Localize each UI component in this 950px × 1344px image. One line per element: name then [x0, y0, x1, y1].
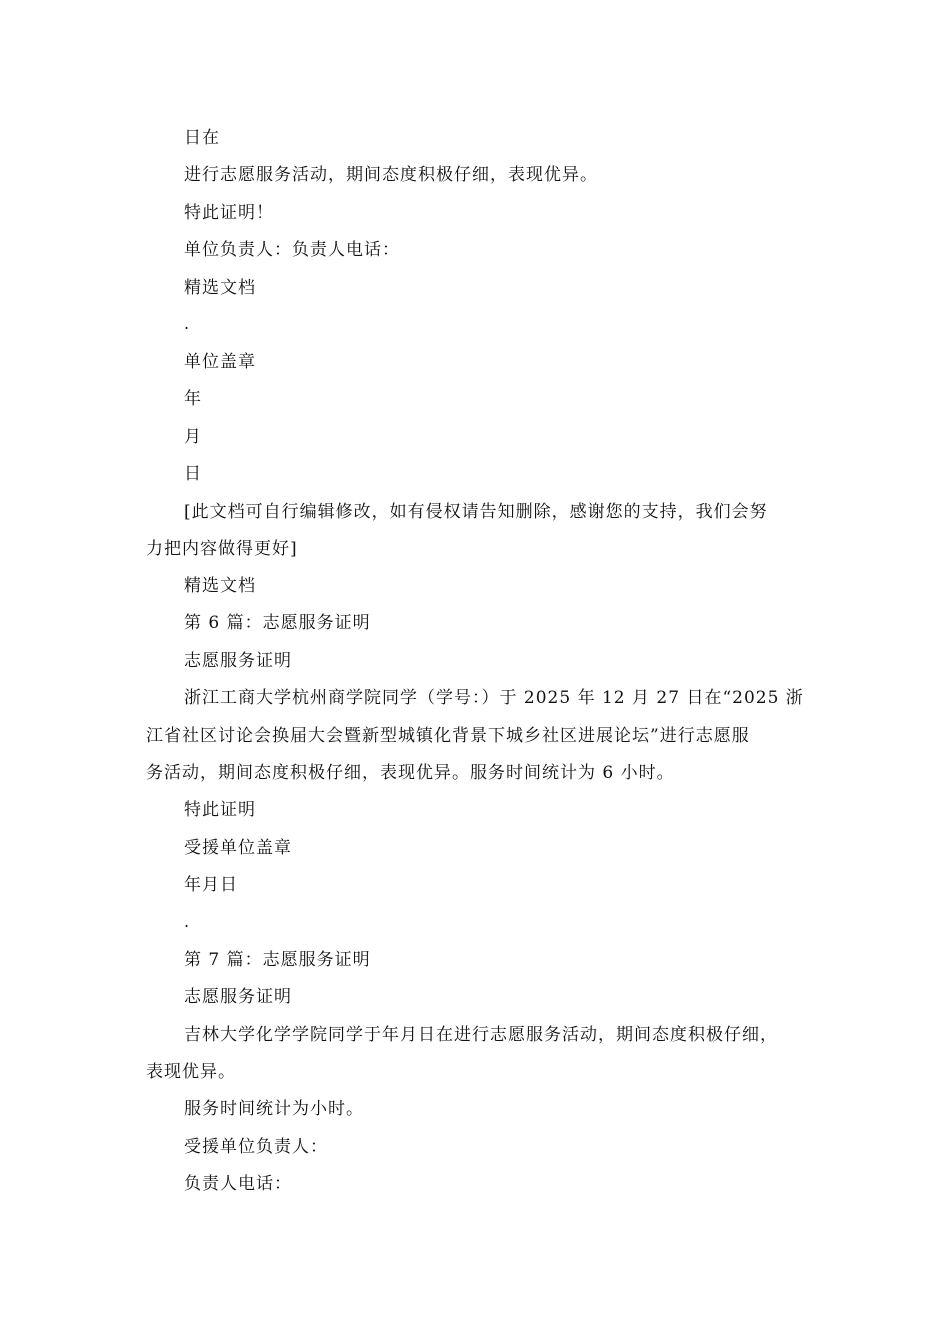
text-line: 单位负责人：负责人电话： [184, 240, 400, 260]
text-line: 志愿服务证明 [184, 987, 292, 1007]
text-line: 单位盖章 [184, 352, 256, 372]
text-line: 第 6 篇：志愿服务证明 [184, 613, 371, 633]
text-line: 受援单位负责人： [184, 1137, 328, 1157]
text-line: . [184, 314, 191, 333]
text-line: 日 [184, 464, 202, 484]
text-line: 江省社区讨论会换届大会暨新型城镇化背景下城乡社区进展论坛”进行志愿服 [146, 726, 750, 746]
text-line: 精选文档 [184, 576, 256, 596]
text-line: 受援单位盖章 [184, 838, 292, 858]
text-line: 服务时间统计为小时。 [184, 1099, 364, 1119]
text-line: 年 [184, 389, 202, 409]
text-line: 负责人电话： [184, 1174, 292, 1194]
text-line: 年月日 [184, 875, 238, 895]
text-line: 特此证明 [184, 800, 256, 820]
text-line: 第 7 篇：志愿服务证明 [184, 950, 371, 970]
text-line: 精选文档 [184, 278, 256, 298]
text-line: 浙江工商大学杭州商学院同学（学号：）于 2025 年 12 月 27 日在“2025 浙 [184, 688, 804, 708]
text-line: 表现优异。 [146, 1062, 236, 1082]
text-line: . [184, 912, 191, 931]
text-line: 志愿服务证明 [184, 651, 292, 671]
text-line: 务活动，期间态度积极仔细，表现优异。服务时间统计为 6 小时。 [146, 763, 675, 783]
text-line: 进行志愿服务活动，期间态度积极仔细，表现优异。 [184, 165, 598, 185]
text-line: [此文档可自行编辑修改，如有侵权请告知删除，感谢您的支持，我们会努 [184, 502, 768, 522]
text-line: 日在 [184, 128, 220, 148]
text-line: 月 [184, 427, 202, 447]
text-line: 力把内容做得更好] [146, 539, 298, 559]
text-line: 吉林大学化学学院同学于年月日在进行志愿服务活动，期间态度积极仔细， [184, 1025, 778, 1045]
text-line: 特此证明！ [184, 203, 274, 223]
